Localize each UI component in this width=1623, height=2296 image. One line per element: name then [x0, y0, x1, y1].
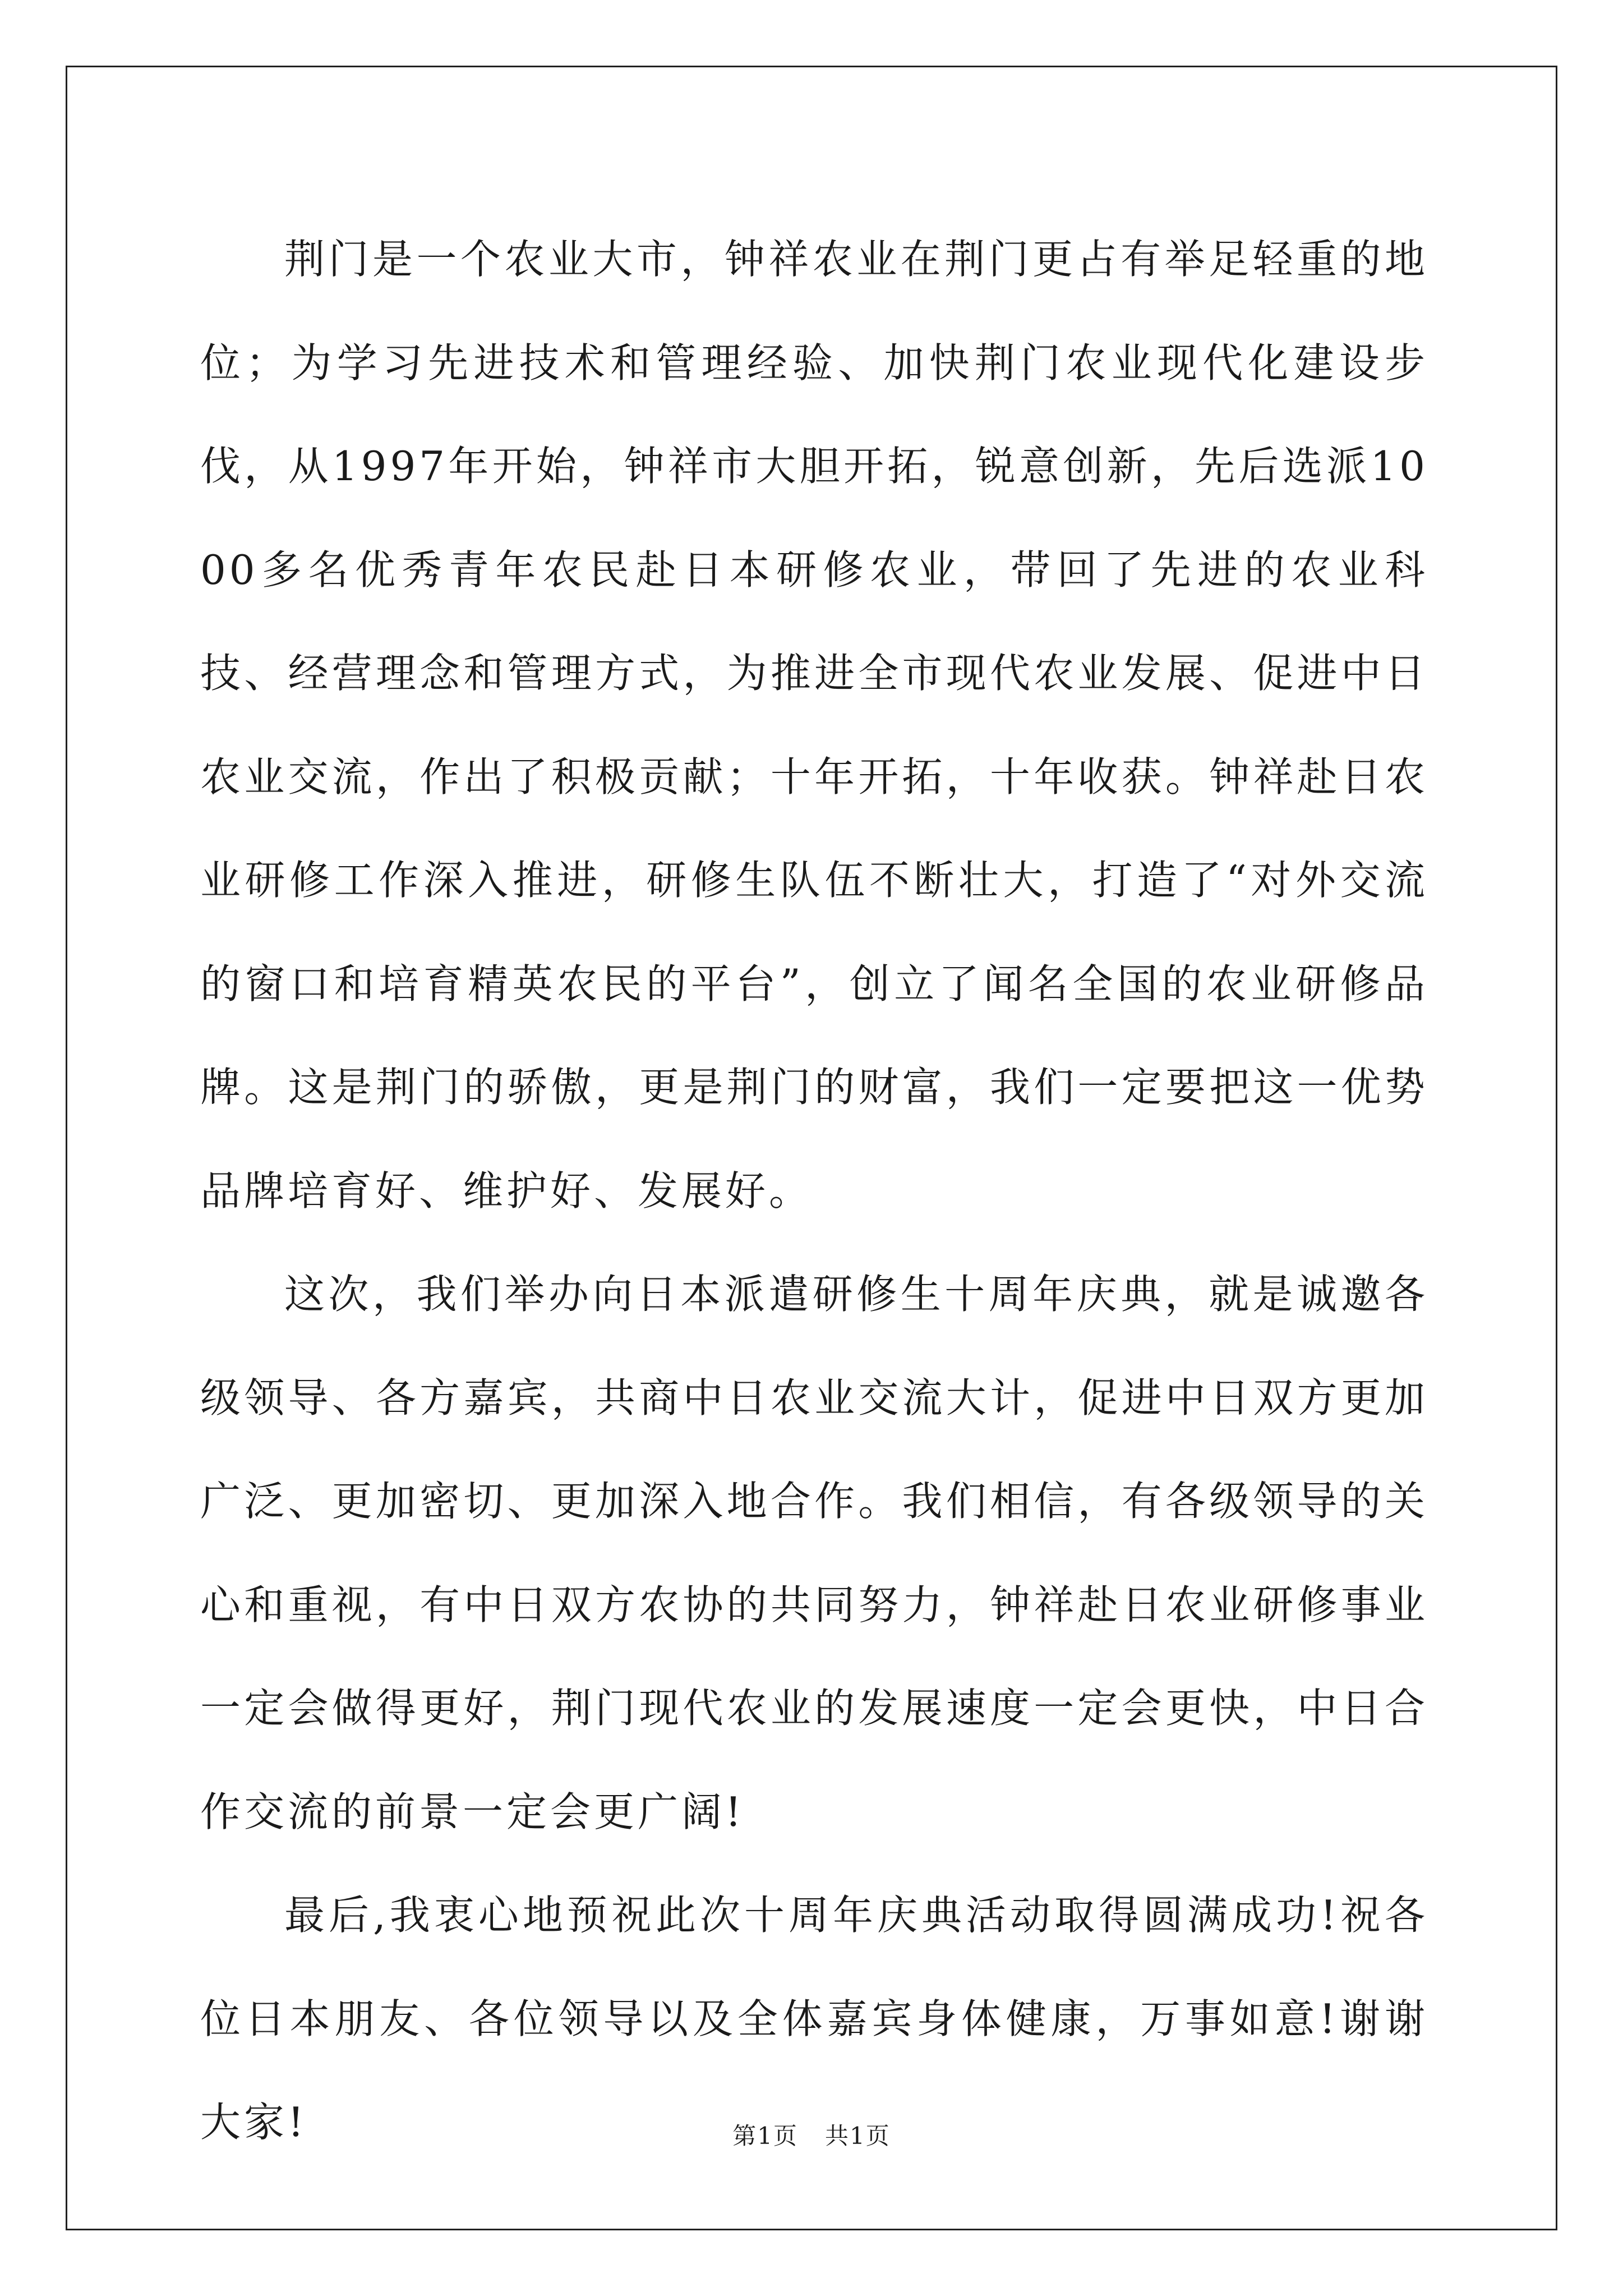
paragraph-2: 这次，我们举办向日本派遣研修生十周年庆典，就是诚邀各级领导、各方嘉宾，共商中日农业交流大计，促进中日双方更加广泛、更加密切、更加深入地合作。我们相信，有各级领导的关心和重视，有中日双方农协的共同努力，钟祥赴日农业研修事业一定会做得更好，荆门现代农业的发展速度一定会更快，中日合作交流的前景一定会更广阔! — [200, 1271, 1428, 1835]
paragraph-3: 最后,我衷心地预祝此次十周年庆典活动取得圆满成功!祝各位日本朋友、各位领导以及全体嘉宾身体健康，万事如意!谢谢大家! — [200, 1892, 1428, 2146]
document-body — [200, 208, 1428, 2174]
page-number-total: 共1页 — [825, 2122, 891, 2150]
page-footer — [0, 2119, 1623, 2153]
paragraph-1: 荆门是一个农业大市，钟祥农业在荆门更占有举足轻重的地位；为学习先进技术和管理经验、加快荆门农业现代化建设步伐，从1997年开始，钟祥市大胆开拓，锐意创新，先后选派1000多名优秀青年农民赴日本研修农业，带回了先进的农业科技、经营理念和管理方式，为推进全市现代农业发展、促进中日农业交流，作出了积极贡献；十年开拓，十年收获。钟祥赴日农业研修工作深入推进，研修生队伍不断壮大，打造了“对外交流的窗口和培育精英农民的平台”，创立了闻名全国的农业研修品牌。这是荆门的骄傲，更是荆门的财富，我们一定要把这一优势品牌培育好、维护好、发展好。 — [200, 236, 1428, 1214]
page-number-current: 第1页 — [732, 2122, 798, 2150]
